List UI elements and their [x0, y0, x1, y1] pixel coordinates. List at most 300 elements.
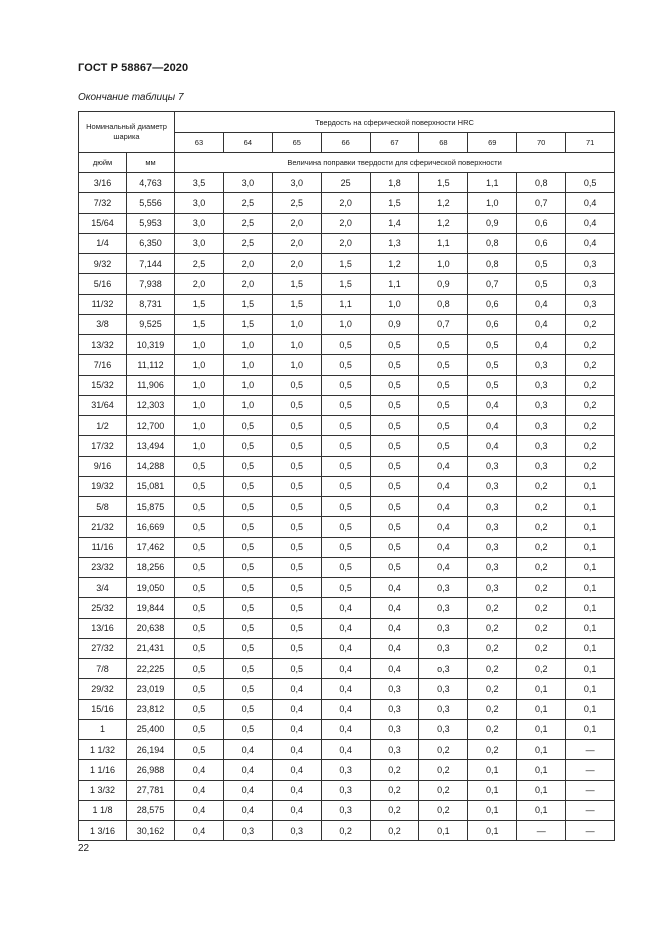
diameter-mm-cell: 22,225	[127, 659, 175, 679]
correction-value-cell: 3,0	[175, 213, 224, 233]
correction-value-cell: 0,5	[223, 618, 272, 638]
correction-value-cell: 0,3	[370, 679, 419, 699]
diameter-mm-cell: 4,763	[127, 173, 175, 193]
correction-value-cell: 0,1	[566, 659, 615, 679]
correction-value-cell: 0,2	[517, 517, 566, 537]
correction-value-cell: 0,1	[566, 699, 615, 719]
correction-value-cell: 0,5	[175, 719, 224, 739]
correction-value-cell: 0,2	[566, 416, 615, 436]
diameter-inch-cell: 11/32	[79, 294, 127, 314]
correction-value-cell: 0,5	[223, 537, 272, 557]
table-row	[79, 638, 615, 658]
table-row	[79, 578, 615, 598]
correction-value-cell: 2,0	[272, 213, 321, 233]
correction-value-cell: 0,2	[517, 618, 566, 638]
correction-value-cell: 1,5	[223, 314, 272, 334]
correction-value-cell: 0,4	[175, 760, 224, 780]
correction-value-cell: 0,5	[223, 598, 272, 618]
correction-value-cell: 1,0	[175, 416, 224, 436]
correction-value-cell: 0,3	[566, 274, 615, 294]
nominal-diameter-header: Номинальный диаметр шарика	[79, 112, 175, 153]
correction-value-cell: 0,2	[566, 395, 615, 415]
correction-value-cell: 0,5	[321, 517, 370, 537]
correction-value-cell: 0,2	[468, 719, 517, 739]
diameter-inch-cell: 1/2	[79, 416, 127, 436]
correction-value-cell: 0,3	[321, 780, 370, 800]
correction-value-cell: 0,4	[370, 618, 419, 638]
correction-value-cell: 0,5	[175, 740, 224, 760]
hrc-column-header: 69	[468, 133, 517, 153]
correction-value-cell: 0,5	[370, 497, 419, 517]
correction-value-cell: 0,2	[419, 740, 468, 760]
correction-value-cell: 0,5	[223, 659, 272, 679]
diameter-mm-cell: 9,525	[127, 314, 175, 334]
correction-value-cell: 1,2	[419, 213, 468, 233]
diameter-mm-cell: 12,303	[127, 395, 175, 415]
correction-value-cell: 0,3	[419, 638, 468, 658]
correction-value-cell: 0,4	[321, 740, 370, 760]
correction-value-cell: 0,2	[321, 821, 370, 841]
diameter-mm-cell: 8,731	[127, 294, 175, 314]
correction-value-cell: 0,2	[566, 436, 615, 456]
correction-value-cell: 0,5	[370, 416, 419, 436]
correction-value-cell: 2,0	[272, 233, 321, 253]
hrc-column-header: 66	[321, 133, 370, 153]
diameter-mm-cell: 11,112	[127, 355, 175, 375]
correction-value-cell: 0,5	[566, 173, 615, 193]
correction-value-cell: 0,5	[321, 416, 370, 436]
correction-value-cell: 0,4	[419, 557, 468, 577]
correction-value-cell: 0,3	[321, 800, 370, 820]
correction-value-cell: 1,5	[223, 294, 272, 314]
diameter-inch-cell: 9/32	[79, 254, 127, 274]
correction-value-cell: 0,4	[370, 659, 419, 679]
correction-value-cell: 0,2	[517, 557, 566, 577]
correction-value-cell: 0,1	[566, 578, 615, 598]
table-row	[79, 173, 615, 193]
correction-value-cell: 2,0	[321, 193, 370, 213]
correction-value-cell: 0,2	[566, 456, 615, 476]
page-number: 22	[78, 843, 90, 854]
table-row	[79, 618, 615, 638]
correction-value-cell: 0,4	[272, 760, 321, 780]
hrc-column-header: 68	[419, 133, 468, 153]
correction-value-cell: 1,8	[370, 173, 419, 193]
correction-value-cell: 0,1	[468, 821, 517, 841]
correction-value-cell: 0,2	[468, 659, 517, 679]
correction-value-cell: 0,5	[272, 618, 321, 638]
correction-value-cell: 0,1	[517, 780, 566, 800]
correction-value-cell: 0,4	[419, 456, 468, 476]
hrc-column-header: 67	[370, 133, 419, 153]
table-row	[79, 557, 615, 577]
correction-value-cell: 0,5	[272, 436, 321, 456]
table-row	[79, 497, 615, 517]
correction-value-cell: 2,5	[272, 193, 321, 213]
correction-value-cell: 0,7	[517, 193, 566, 213]
correction-value-cell: 0,4	[566, 193, 615, 213]
correction-value-cell: 0,5	[419, 375, 468, 395]
correction-value-cell: 3,0	[223, 173, 272, 193]
correction-value-cell: 0,3	[419, 679, 468, 699]
correction-value-cell: 0,4	[566, 213, 615, 233]
diameter-inch-cell: 5/16	[79, 274, 127, 294]
correction-value-cell: 0,2	[370, 780, 419, 800]
table-row	[79, 456, 615, 476]
correction-value-cell: 0,2	[419, 780, 468, 800]
diameter-mm-cell: 10,319	[127, 335, 175, 355]
table-row	[79, 274, 615, 294]
correction-value-cell: 0,5	[321, 436, 370, 456]
correction-value-cell: 0,2	[419, 800, 468, 820]
correction-value-cell: 0,5	[272, 517, 321, 537]
correction-value-cell: 0,6	[517, 233, 566, 253]
correction-value-cell: 0,1	[468, 760, 517, 780]
correction-value-cell: 0,9	[370, 314, 419, 334]
correction-value-cell: 0,4	[272, 699, 321, 719]
diameter-inch-cell: 15/32	[79, 375, 127, 395]
correction-value-cell: 0,3	[468, 517, 517, 537]
correction-value-cell: 0,2	[517, 476, 566, 496]
correction-value-cell: —	[566, 800, 615, 820]
diameter-mm-cell: 20,638	[127, 618, 175, 638]
correction-value-cell: 0,4	[468, 436, 517, 456]
correction-value-cell: 1,2	[370, 254, 419, 274]
correction-value-cell: 0,5	[468, 335, 517, 355]
table-row	[79, 598, 615, 618]
correction-value-cell: 1,1	[321, 294, 370, 314]
correction-value-cell: 0,3	[517, 416, 566, 436]
correction-value-cell: —	[566, 740, 615, 760]
table-row	[79, 314, 615, 334]
correction-value-cell: 1,0	[272, 355, 321, 375]
correction-value-cell: 1,5	[321, 274, 370, 294]
correction-value-cell: 0,3	[468, 578, 517, 598]
correction-value-cell: 0,2	[517, 659, 566, 679]
correction-value-cell: 0,4	[175, 821, 224, 841]
correction-value-cell: 0,1	[566, 476, 615, 496]
diameter-inch-cell: 9/16	[79, 456, 127, 476]
correction-value-cell: 0,4	[419, 537, 468, 557]
diameter-inch-cell: 17/32	[79, 436, 127, 456]
correction-value-cell: 0,3	[517, 375, 566, 395]
diameter-mm-cell: 15,081	[127, 476, 175, 496]
correction-value-cell: 0,3	[517, 395, 566, 415]
correction-value-cell: 0,1	[468, 800, 517, 820]
correction-value-cell: 0,2	[468, 638, 517, 658]
correction-value-cell: 0,5	[223, 699, 272, 719]
correction-value-cell: 0,9	[419, 274, 468, 294]
correction-value-cell: 0,5	[272, 416, 321, 436]
correction-value-cell: 0,5	[321, 537, 370, 557]
correction-value-cell: 0,5	[419, 436, 468, 456]
correction-value-cell: 0,5	[272, 375, 321, 395]
diameter-mm-cell: 23,812	[127, 699, 175, 719]
correction-value-cell: 0,8	[468, 254, 517, 274]
diameter-inch-cell: 13/32	[79, 335, 127, 355]
correction-value-cell: 1,4	[370, 213, 419, 233]
correction-value-cell: 0,4	[272, 740, 321, 760]
correction-value-cell: 0,5	[175, 557, 224, 577]
correction-value-cell: 2,5	[223, 233, 272, 253]
diameter-inch-cell: 1/4	[79, 233, 127, 253]
correction-value-cell: 0,5	[419, 355, 468, 375]
correction-value-header: Величина поправки твердости для сферической поверхности	[175, 153, 615, 173]
table-row	[79, 699, 615, 719]
correction-value-cell: 0,5	[468, 375, 517, 395]
correction-value-cell: 0,5	[175, 537, 224, 557]
correction-value-cell: 0,3	[517, 436, 566, 456]
correction-value-cell: —	[566, 760, 615, 780]
correction-value-cell: 0,5	[223, 578, 272, 598]
diameter-mm-cell: 30,162	[127, 821, 175, 841]
correction-value-cell: 1,5	[175, 314, 224, 334]
correction-value-cell: 0,1	[517, 719, 566, 739]
correction-value-cell: 0,1	[566, 537, 615, 557]
hrc-column-header: 65	[272, 133, 321, 153]
correction-value-cell: 0,4	[321, 719, 370, 739]
table-row	[79, 254, 615, 274]
correction-value-cell: 0,4	[272, 719, 321, 739]
correction-value-cell: 0,3	[223, 821, 272, 841]
diameter-inch-cell: 3/4	[79, 578, 127, 598]
correction-value-cell: о,3	[419, 659, 468, 679]
correction-value-cell: 0,5	[419, 395, 468, 415]
correction-value-cell: 0,3	[370, 740, 419, 760]
correction-value-cell: 1,1	[370, 274, 419, 294]
correction-value-cell: 0,2	[468, 598, 517, 618]
correction-value-cell: —	[566, 821, 615, 841]
correction-value-cell: 0,5	[370, 456, 419, 476]
correction-value-cell: 0,5	[370, 476, 419, 496]
correction-value-cell: 0,3	[566, 254, 615, 274]
diameter-inch-cell: 1 1/8	[79, 800, 127, 820]
correction-value-cell: 0,3	[419, 618, 468, 638]
diameter-inch-cell: 1 1/16	[79, 760, 127, 780]
table-row	[79, 537, 615, 557]
correction-value-cell: 1,0	[272, 335, 321, 355]
correction-value-cell: 0,5	[321, 578, 370, 598]
correction-value-cell: 0,5	[272, 395, 321, 415]
correction-value-cell: 0,2	[517, 598, 566, 618]
correction-value-cell: 1,5	[272, 274, 321, 294]
diameter-mm-cell: 18,256	[127, 557, 175, 577]
correction-value-cell: 0,5	[175, 679, 224, 699]
correction-value-cell: 0,8	[468, 233, 517, 253]
diameter-mm-cell: 23,019	[127, 679, 175, 699]
correction-value-cell: 0,5	[321, 395, 370, 415]
correction-value-cell: 0,2	[566, 355, 615, 375]
correction-value-cell: 0,4	[370, 638, 419, 658]
diameter-inch-cell: 3/8	[79, 314, 127, 334]
correction-value-cell: 0,8	[517, 173, 566, 193]
correction-value-cell: 0,3	[517, 355, 566, 375]
hrc-column-header: 71	[566, 133, 615, 153]
diameter-inch-cell: 15/64	[79, 213, 127, 233]
correction-value-cell: 0,3	[566, 294, 615, 314]
correction-value-cell: 0,2	[468, 740, 517, 760]
table-row	[79, 294, 615, 314]
correction-value-cell: 0,5	[419, 416, 468, 436]
correction-value-cell: —	[566, 780, 615, 800]
table-row	[79, 193, 615, 213]
diameter-mm-cell: 19,050	[127, 578, 175, 598]
table-row	[79, 476, 615, 496]
correction-value-cell: 1,5	[370, 193, 419, 213]
table-row	[79, 355, 615, 375]
correction-value-cell: 0,8	[419, 294, 468, 314]
correction-value-cell: 0,2	[517, 497, 566, 517]
table-row	[79, 213, 615, 233]
correction-value-cell: 1,0	[370, 294, 419, 314]
correction-value-cell: 2,0	[175, 274, 224, 294]
correction-value-cell: 0,4	[321, 638, 370, 658]
correction-value-cell: 1,0	[175, 395, 224, 415]
correction-value-cell: 0,5	[321, 476, 370, 496]
correction-value-cell: 0,5	[272, 497, 321, 517]
correction-value-cell: 0,2	[517, 638, 566, 658]
correction-value-cell: 0,5	[272, 659, 321, 679]
correction-value-cell: 2,0	[223, 254, 272, 274]
correction-value-cell: 0,4	[223, 740, 272, 760]
diameter-inch-cell: 5/8	[79, 497, 127, 517]
correction-value-cell: 0,3	[468, 476, 517, 496]
correction-value-cell: 0,5	[223, 517, 272, 537]
table-row	[79, 821, 615, 841]
correction-value-cell: 2,0	[272, 254, 321, 274]
diameter-inch-cell: 7/16	[79, 355, 127, 375]
table-row	[79, 719, 615, 739]
correction-value-cell: 2,5	[175, 254, 224, 274]
table-row	[79, 517, 615, 537]
correction-value-cell: 0,3	[370, 699, 419, 719]
table-row	[79, 233, 615, 253]
correction-value-cell: 0,5	[272, 598, 321, 618]
hrc-column-header: 70	[517, 133, 566, 153]
correction-value-cell: 0,9	[468, 213, 517, 233]
correction-value-cell: 0,4	[321, 699, 370, 719]
correction-value-cell: 0,5	[223, 476, 272, 496]
correction-value-cell: 0,5	[223, 638, 272, 658]
correction-value-cell: 0,3	[272, 821, 321, 841]
correction-value-cell: 0,5	[370, 335, 419, 355]
correction-value-cell: 1,0	[175, 375, 224, 395]
correction-value-cell: 0,2	[566, 314, 615, 334]
correction-value-cell: 0,3	[419, 699, 468, 719]
diameter-inch-cell: 1	[79, 719, 127, 739]
correction-value-cell: 0,1	[468, 780, 517, 800]
correction-value-cell: 0,1	[566, 497, 615, 517]
correction-value-cell: 0,5	[175, 497, 224, 517]
unit-mm-header: мм	[127, 153, 175, 173]
correction-value-cell: 0,5	[223, 456, 272, 476]
table-body	[79, 173, 615, 841]
correction-value-cell: 1,1	[419, 233, 468, 253]
correction-value-cell: 0,2	[566, 375, 615, 395]
correction-value-cell: 3,0	[175, 193, 224, 213]
correction-value-cell: 0,4	[566, 233, 615, 253]
correction-value-cell: 2,0	[223, 274, 272, 294]
diameter-mm-cell: 25,400	[127, 719, 175, 739]
correction-value-cell: 0,4	[321, 618, 370, 638]
correction-value-cell: 0,5	[272, 578, 321, 598]
correction-value-cell: 0,5	[272, 456, 321, 476]
correction-value-cell: 25	[321, 173, 370, 193]
hardness-group-header: Твердость на сферической поверхности HRC	[175, 112, 615, 133]
correction-value-cell: 0,3	[419, 598, 468, 618]
correction-value-cell: 2,5	[223, 213, 272, 233]
correction-value-cell: 1,0	[321, 314, 370, 334]
correction-value-cell: 0,6	[468, 294, 517, 314]
correction-value-cell: 0,5	[321, 335, 370, 355]
diameter-mm-cell: 13,494	[127, 436, 175, 456]
correction-value-cell: 0,5	[223, 416, 272, 436]
correction-value-cell: 0,5	[175, 638, 224, 658]
correction-value-cell: 0,2	[419, 760, 468, 780]
diameter-inch-cell: 1 3/16	[79, 821, 127, 841]
diameter-mm-cell: 19,844	[127, 598, 175, 618]
correction-value-cell: 3,0	[175, 233, 224, 253]
correction-value-cell: 0,4	[370, 578, 419, 598]
correction-value-cell: 1,0	[223, 375, 272, 395]
correction-value-cell: 0,5	[175, 456, 224, 476]
diameter-mm-cell: 21,431	[127, 638, 175, 658]
correction-value-cell: 1,5	[419, 173, 468, 193]
diameter-inch-cell: 21/32	[79, 517, 127, 537]
correction-value-cell: 0,5	[370, 395, 419, 415]
correction-value-cell: 0,5	[370, 517, 419, 537]
correction-value-cell: 0,5	[419, 335, 468, 355]
correction-value-cell: 0,4	[517, 294, 566, 314]
correction-value-cell: 0,1	[517, 740, 566, 760]
correction-value-cell: 0,4	[223, 760, 272, 780]
diameter-inch-cell: 27/32	[79, 638, 127, 658]
correction-value-cell: 1,0	[223, 395, 272, 415]
table-row	[79, 335, 615, 355]
correction-value-cell: 0,4	[370, 598, 419, 618]
correction-value-cell: 0,3	[370, 719, 419, 739]
correction-value-cell: 0,1	[566, 719, 615, 739]
unit-inch-header: дюйм	[79, 153, 127, 173]
correction-value-cell: 0,5	[370, 557, 419, 577]
correction-value-cell: 0,5	[272, 476, 321, 496]
correction-value-cell: 1,1	[468, 173, 517, 193]
diameter-inch-cell: 7/8	[79, 659, 127, 679]
correction-value-cell: 0,3	[517, 456, 566, 476]
correction-value-cell: 0,4	[223, 800, 272, 820]
correction-value-cell: 3,5	[175, 173, 224, 193]
diameter-mm-cell: 17,462	[127, 537, 175, 557]
correction-value-cell: 0,4	[272, 679, 321, 699]
correction-value-cell: 0,1	[566, 618, 615, 638]
correction-value-cell: 0,5	[223, 436, 272, 456]
correction-value-cell: 0,4	[321, 679, 370, 699]
diameter-mm-cell: 15,875	[127, 497, 175, 517]
correction-value-cell: 1,0	[223, 335, 272, 355]
correction-value-cell: 0,1	[517, 760, 566, 780]
correction-value-cell: 0,3	[419, 719, 468, 739]
correction-value-cell: 0,4	[321, 659, 370, 679]
correction-value-cell: 0,5	[321, 355, 370, 375]
correction-value-cell: 0,5	[175, 699, 224, 719]
correction-value-cell: 0,5	[370, 355, 419, 375]
correction-value-cell: 0,5	[175, 517, 224, 537]
diameter-mm-cell: 5,556	[127, 193, 175, 213]
correction-value-cell: 0,5	[321, 497, 370, 517]
correction-value-cell: 0,2	[517, 537, 566, 557]
correction-value-cell: 0,1	[517, 699, 566, 719]
diameter-inch-cell: 29/32	[79, 679, 127, 699]
